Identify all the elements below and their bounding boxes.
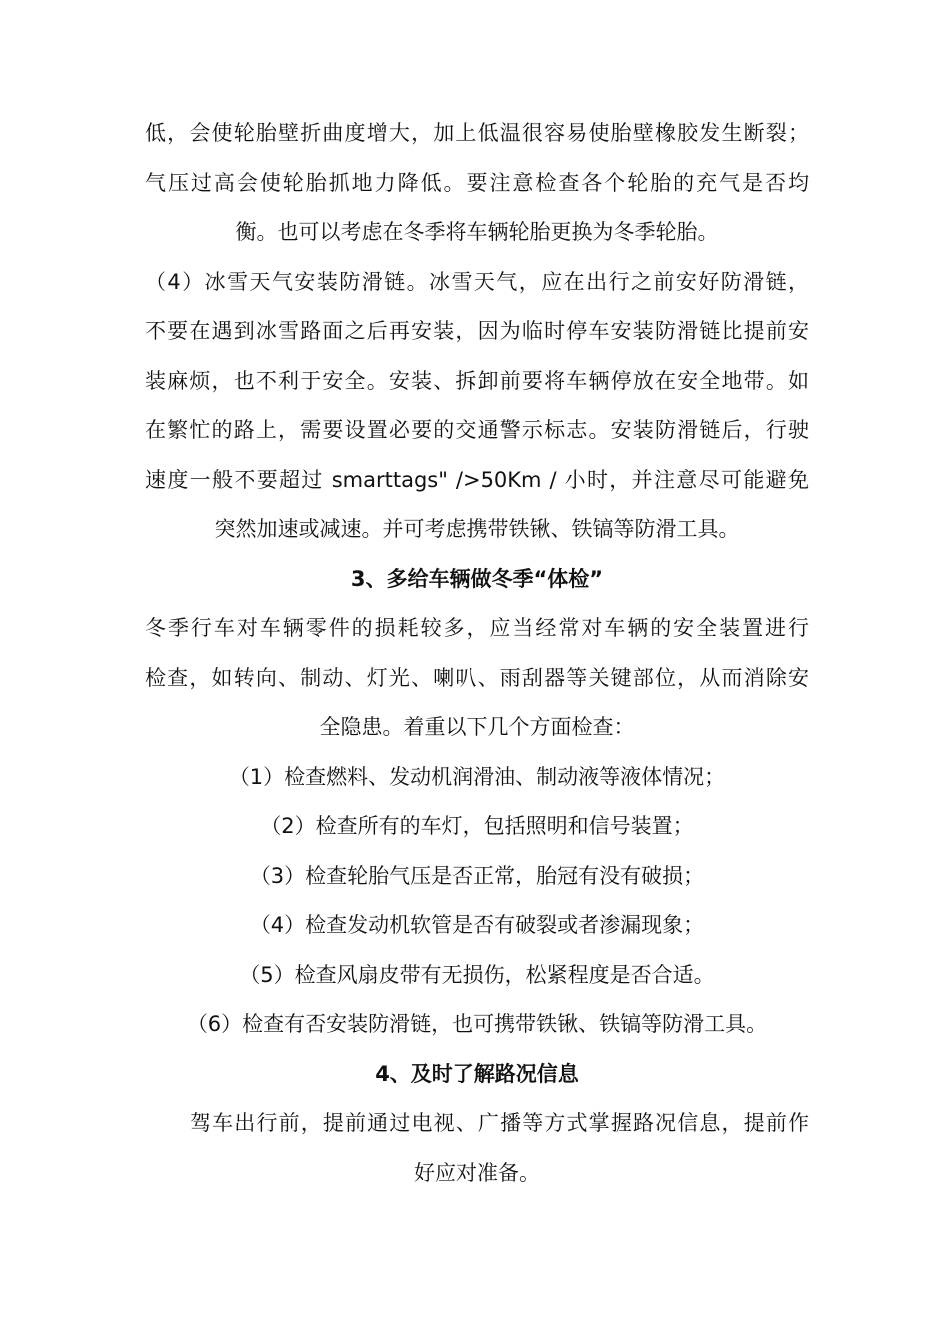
text-line: 衡。也可以考虑在冬季将车辆轮胎更换为冬季轮胎。 — [235, 220, 719, 244]
text-line: 检查，如转向、制动、灯光、喇叭、雨刮器等关键部位，从而消除安 — [145, 666, 809, 690]
text-line: 低，会使轮胎壁折曲度增大，加上低温很容易使胎壁橡胶发生断裂； — [145, 121, 809, 145]
text-line: 气压过高会使轮胎抓地力降低。要注意检查各个轮胎的充气是否均 — [145, 171, 809, 195]
list-item: （3）检查轮胎气压是否正常，胎冠有没有破损； — [249, 864, 705, 888]
list-item: （5）检查风扇皮带有无损伤，松紧程度是否合适。 — [239, 963, 715, 987]
text-line: （4）冰雪天气安装防滑链。冰雪天气，应在出行之前安好防滑链， — [145, 270, 809, 294]
section-heading: 4、及时了解路况信息 — [375, 1062, 579, 1086]
list-item: （1）检查燃料、发动机润滑油、制动液等液体情况； — [228, 765, 726, 789]
text-line: 速度一般不要超过 smarttags" />50Km / 小时，并注意尽可能避免 — [145, 468, 809, 492]
list-item: （2）检查所有的车灯，包括照明和信号装置； — [260, 814, 694, 838]
list-item: （6）检查有否安装防滑链，也可携带铁锹、铁镐等防滑工具。 — [186, 1012, 768, 1036]
text-line: 在繁忙的路上，需要设置必要的交通警示标志。安装防滑链后，行驶 — [145, 418, 809, 442]
text-line: 好应对准备。 — [414, 1161, 540, 1185]
list-item: （4）检查发动机软管是否有破裂或者渗漏现象； — [249, 913, 705, 937]
text-line: 冬季行车对车辆零件的损耗较多，应当经常对车辆的安全装置进行 — [145, 616, 809, 640]
text-line: 不要在遇到冰雪路面之后再安装，因为临时停车安装防滑链比提前安 — [145, 319, 809, 343]
section-heading: 3、多给车辆做冬季“体检” — [350, 567, 604, 591]
text-line: 突然加速或减速。并可考虑携带铁锹、铁镐等防滑工具。 — [214, 517, 740, 541]
text-line: 驾车出行前，提前通过电视、广播等方式掌握路况信息，提前作 — [190, 1111, 809, 1135]
text-line: 全隐患。着重以下几个方面检查： — [319, 715, 635, 739]
text-line: 装麻烦，也不利于安全。安装、拆卸前要将车辆停放在安全地带。如 — [145, 369, 809, 393]
